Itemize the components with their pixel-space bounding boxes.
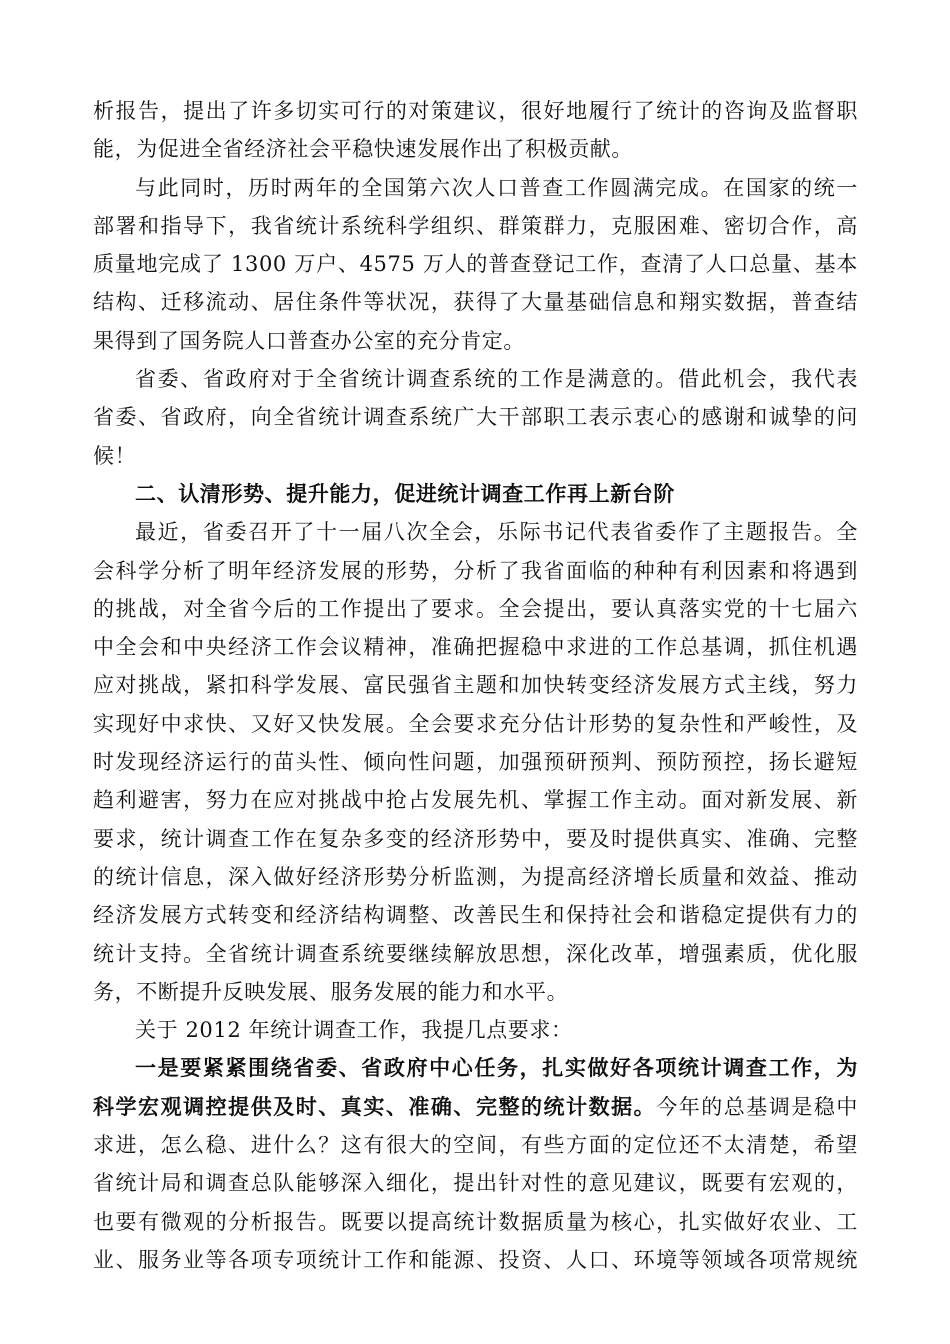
text-line: 析报告，提出了许多切实可行的对策建议，很好地履行了统计的咨询及监督职 (93, 99, 858, 123)
body-text: 今年的总基调是稳中 (656, 1094, 859, 1119)
paragraph-start-line: 与此同时，历时两年的全国第六次人口普查工作圆满完成。在国家的统一 (135, 175, 858, 200)
text-line: 业、服务业等各项专项统计工作和能源、投资、人口、环境等领域各项常规统 (93, 1247, 858, 1272)
text-line: 省统计局和调查总队能够深入细化，提出针对性的意见建议，既要有宏观的， (93, 1171, 858, 1196)
text-line: 结构、迁移流动、居住条件等状况，获得了大量基础信息和翔实数据，普查结 (93, 290, 858, 315)
text-line: 质量地完成了 1300 万户、4575 万人的普查登记工作，查清了人口总量、基本 (93, 252, 858, 277)
text-line: 求进，怎么稳、进什么？这有很大的空间，有些方面的定位还不太清楚，希望 (93, 1133, 858, 1158)
bold-lead-text: 科学宏观调控提供及时、真实、准确、完整的统计数据。 (93, 1093, 657, 1119)
text-line: 应对挑战，紧扣科学发展、富民强省主题和加快转变经济发展方式主线，努力 (93, 673, 858, 698)
bold-lead-line: 一是要紧紧围绕省委、省政府中心任务，扎实做好各项统计调查工作，为 (135, 1055, 858, 1081)
text-line: 会科学分析了明年经济发展的形势，分析了我省面临的种种有利因素和将遇到 (93, 558, 858, 583)
text-line: 经济发展方式转变和经济结构调整、改善民生和保持社会和谐稳定提供有力的 (93, 903, 858, 928)
text-line: 候！ (93, 443, 137, 468)
paragraph-start-line: 最近，省委召开了十一届八次全会，乐际书记代表省委作了主题报告。全 (135, 520, 858, 545)
mixed-text-line (93, 1088, 858, 1126)
text-line: 部署和指导下，我省统计系统科学组织、群策群力，克服困难、密切合作，高 (93, 213, 858, 238)
text-line: 能，为促进全省经济社会平稳快速发展作出了积极贡献。 (93, 137, 633, 162)
text-line: 的统计信息，深入做好经济形势分析监测，为提高经济增长质量和效益、推动 (93, 864, 858, 889)
document-page (93, 92, 858, 1279)
text-line: 果得到了国务院人口普查办公室的充分肯定。 (93, 328, 525, 353)
section-heading: 二、认清形势、提升能力，促进统计调查工作再上新台阶 (135, 480, 675, 506)
text-line: 统计支持。全省统计调查系统要继续解放思想，深化改革，增强素质，优化服 (93, 941, 858, 966)
text-line: 趋利避害，努力在应对挑战中抢占发展先机、掌握工作主动。面对新发展、新 (93, 788, 858, 813)
text-line: 要求，统计调查工作在复杂多变的经济形势中，要及时提供真实、准确、完整 (93, 826, 858, 851)
text-line: 的挑战，对全省今后的工作提出了要求。全会提出，要认真落实党的十七届六 (93, 596, 858, 621)
paragraph-start-line: 关于 2012 年统计调查工作，我提几点要求： (135, 1018, 573, 1043)
text-line: 时发现经济运行的苗头性、倾向性问题，加强预研预判、预防预控，扬长避短 (93, 750, 858, 775)
text-line: 务，不断提升反映发展、服务发展的能力和水平。 (93, 979, 569, 1004)
text-line: 省委、省政府，向全省统计调查系统广大干部职工表示衷心的感谢和诚挚的问 (93, 405, 858, 430)
text-line: 也要有微观的分析报告。既要以提高统计数据质量为核心，扎实做好农业、工 (93, 1209, 858, 1234)
text-line: 中全会和中央经济工作会议精神，准确把握稳中求进的工作总基调，抓住机遇 (93, 635, 858, 660)
text-line: 实现好中求快、又好又快发展。全会要求充分估计形势的复杂性和严峻性，及 (93, 711, 858, 736)
paragraph-start-line: 省委、省政府对于全省统计调查系统的工作是满意的。借此机会，我代表 (135, 367, 858, 392)
